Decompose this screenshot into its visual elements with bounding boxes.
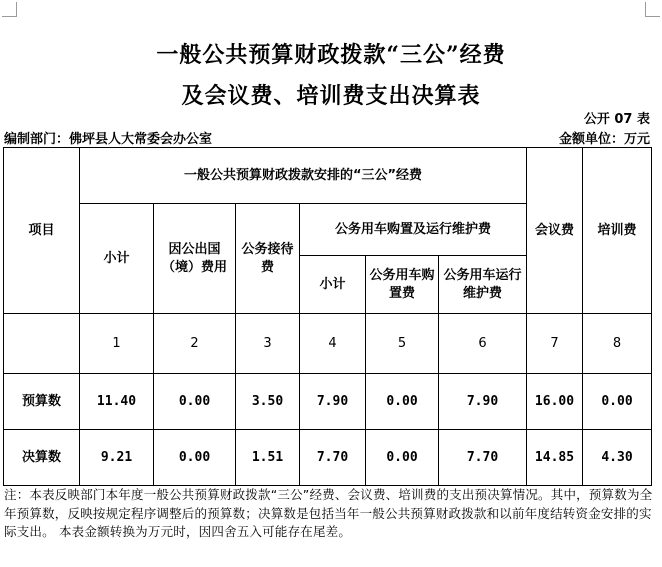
table-cell: 14.85 [527, 430, 583, 486]
table-row-final [4, 430, 652, 486]
table-cell: 7.70 [439, 430, 527, 486]
page-corner-mark-right [645, 2, 660, 17]
page-title-line1: 一般公共预算财政拨款“三公”经费 [156, 42, 506, 68]
table-cell: 0.00 [366, 430, 439, 486]
header-three-public-group: 一般公共预算财政拨款安排的“三公”经费 [80, 148, 527, 204]
table-cell: 9.21 [80, 430, 154, 486]
header-vehicle-operation: 公务用车运行维护费 [439, 256, 527, 314]
table-cell: 0.00 [366, 374, 439, 430]
column-number: 8 [583, 314, 652, 374]
table-cell: 7.90 [300, 374, 366, 430]
table-cell: 0.00 [583, 374, 652, 430]
table-cell: 4.30 [583, 430, 652, 486]
header-vehicle-purchase: 公务用车购置费 [366, 256, 439, 314]
expenditure-table [3, 147, 652, 486]
header-abroad-fee: 因公出国（境）费用 [154, 204, 236, 314]
column-number-blank [4, 314, 80, 374]
column-number: 2 [154, 314, 236, 374]
header-subtotal: 小计 [80, 204, 154, 314]
header-meeting-fee: 会议费 [527, 148, 583, 314]
column-number: 7 [527, 314, 583, 374]
page-corner-mark-left [2, 2, 17, 17]
column-number: 4 [300, 314, 366, 374]
column-number: 3 [236, 314, 300, 374]
table-cell: 0.00 [154, 430, 236, 486]
row-label: 预算数 [4, 374, 80, 430]
header-reception-fee: 公务接待费 [236, 204, 300, 314]
department-label: 编制部门：佛坪县人大常委会办公室 [4, 132, 213, 147]
form-number: 公开 07 表 [583, 112, 650, 127]
table-cell: 3.50 [236, 374, 300, 430]
table-cell: 1.51 [236, 430, 300, 486]
table-cell: 7.90 [439, 374, 527, 430]
table-cell: 7.70 [300, 430, 366, 486]
amount-unit-label: 金额单位：万元 [558, 132, 650, 147]
header-vehicle-group: 公务用车购置及运行维护费 [300, 204, 527, 256]
table-cell: 0.00 [154, 374, 236, 430]
header-vehicle-subtotal: 小计 [300, 256, 366, 314]
table-row-budget [4, 374, 652, 430]
header-item: 项目 [4, 148, 80, 314]
header-training-fee: 培训费 [583, 148, 652, 314]
table-cell: 16.00 [527, 374, 583, 430]
table-cell: 11.40 [80, 374, 154, 430]
row-label: 决算数 [4, 430, 80, 486]
footnote: 注：本表反映部门本年度一般公共预算财政拨款“三公”经费、会议费、培训费的支出预决算情况。其中，预算数为全年预算数，反映按规定程序调整后的预算数；决算数是包括当年一般公共预算财政拨款和以前年度结转资金安排的实际支出。 本表金额转换为万元时，因四舍五入可能存在尾差。 [4, 487, 653, 539]
page-title-line2: 及会议费、培训费支出决算表 [181, 83, 481, 109]
column-number: 6 [439, 314, 527, 374]
column-number: 5 [366, 314, 439, 374]
column-number: 1 [80, 314, 154, 374]
